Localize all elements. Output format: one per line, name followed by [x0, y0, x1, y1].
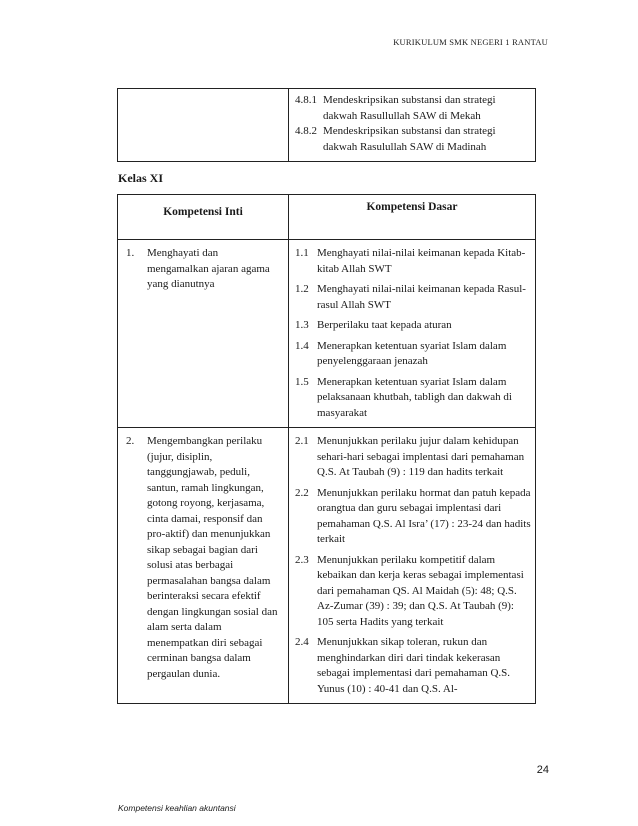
- column-header-kd: Kompetensi Dasar: [289, 195, 536, 240]
- kd-text: Menunjukkan perilaku hormat dan patuh kepada orangtua dan guru sebagai implentasi dari pemahaman Q.S. Al Isra’ (17) : 23-24 dan hadits terkait: [317, 486, 531, 545]
- continuation-table: [117, 88, 536, 162]
- running-footer: Kompetensi keahlian akuntansi: [118, 803, 236, 813]
- table-row: [118, 240, 536, 428]
- kd-cell: [289, 240, 536, 428]
- kd-number: 4.8.1: [295, 94, 317, 106]
- kd-text: Mendeskripsikan substansi dan strategi dakwah Rasullullah SAW di Mekah: [323, 94, 496, 122]
- kd-text: Menerapkan ketentuan syariat Islam dalam penyelenggaraan jenazah: [317, 339, 507, 367]
- kd-number: 1.2: [295, 283, 309, 295]
- kd-number: 2.3: [295, 553, 309, 566]
- ki-number: 2.: [126, 435, 135, 447]
- running-header: KURIKULUM SMK NEGERI 1 RANTAU: [393, 37, 548, 47]
- table-row: [118, 89, 536, 162]
- kd-number: 1.1: [295, 247, 309, 259]
- kd-text: Menerapkan ketentuan syariat Islam dalam pelaksanaan khutbah, tabligh dan dakwah di masyarakat: [317, 375, 512, 419]
- kd-cell: [289, 428, 536, 704]
- kd-text: Menghayati nilai-nilai keimanan kepada Rasul-rasul Allah SWT: [317, 283, 526, 311]
- ki-cell: [118, 240, 289, 428]
- kd-item: [295, 486, 531, 548]
- section-title: Kelas XI: [118, 171, 163, 185]
- kd-item: [295, 375, 531, 422]
- table-row: [118, 428, 536, 704]
- kd-number: 4.8.2: [295, 125, 317, 137]
- kd-item: [295, 339, 531, 370]
- kd-item: [295, 553, 531, 631]
- kd-item: [295, 282, 531, 313]
- kd-number: 1.3: [295, 319, 309, 331]
- kd-text: Berperilaku taat kepada aturan: [317, 319, 452, 331]
- page-number: 24: [536, 764, 549, 776]
- kd-text: Menunjukkan perilaku kompetitif dalam kebaikan dan kerja keras sebagai implementasi dari pemahaman QS. Al Maidah (5): 48; Q.S. Az-Zumar (39) : 39; dan Q.S. At Taubah (9): 105 serta Hadits yang terkait: [317, 553, 524, 628]
- kd-number: 2.4: [295, 636, 309, 648]
- kd-item: [295, 93, 531, 124]
- kd-item: [295, 318, 531, 334]
- kd-item: [295, 434, 531, 481]
- kd-text: Menunjukkan perilaku jujur dalam kehidupan sehari-hari sebagai implentasi dari pemahaman Q.S. At Taubah (9) : 119 dan hadits terkait: [317, 435, 525, 478]
- ki-text: Menghayati dan mengamalkan ajaran agama yang dianutnya: [147, 247, 270, 290]
- ki-number: 1.: [126, 247, 135, 259]
- kd-text: Mendeskripsikan substansi dan strategi dakwah Rasulullah SAW di Madinah: [323, 125, 496, 153]
- kd-text: Menunjukkan sikap toleran, rukun dan menghindarkan diri dari tindak kekerasan sebagai implementasi dari pemahaman Q.S. Yunus (10) : 40-41 dan Q.S. Al-: [317, 636, 511, 695]
- kd-cell: [289, 89, 536, 162]
- kd-number: 1.4: [295, 339, 309, 352]
- kd-number: 2.1: [295, 435, 309, 447]
- kd-number: 2.2: [295, 486, 309, 499]
- empty-ki-cell: [118, 89, 289, 162]
- kd-number: 1.5: [295, 375, 309, 388]
- column-header-ki: Kompetensi Inti: [118, 195, 289, 240]
- table-header-row: [118, 195, 536, 240]
- competency-table: [117, 194, 536, 704]
- ki-cell: [118, 428, 289, 704]
- kd-item: [295, 635, 531, 697]
- kd-text: Menghayati nilai-nilai keimanan kepada Kitab-kitab Allah SWT: [317, 247, 526, 275]
- kd-item: [295, 246, 531, 277]
- ki-text: Mengembangkan perilaku (jujur, disiplin, tanggungjawab, peduli, santun, ramah lingkungan, gotong royong, kerjasama, cinta damai, responsif dan pro-aktif) dan menunjukkan sikap sebagai bagian dari solusi atas berbagai permasalahan bangsa dalam berinteraksi secara efektif dengan lingkungan sosial dan alam serta dalam menempatkan diri sebagai cerminan bangsa dalam pergaulan dunia.: [147, 435, 278, 680]
- kd-item: [295, 124, 531, 155]
